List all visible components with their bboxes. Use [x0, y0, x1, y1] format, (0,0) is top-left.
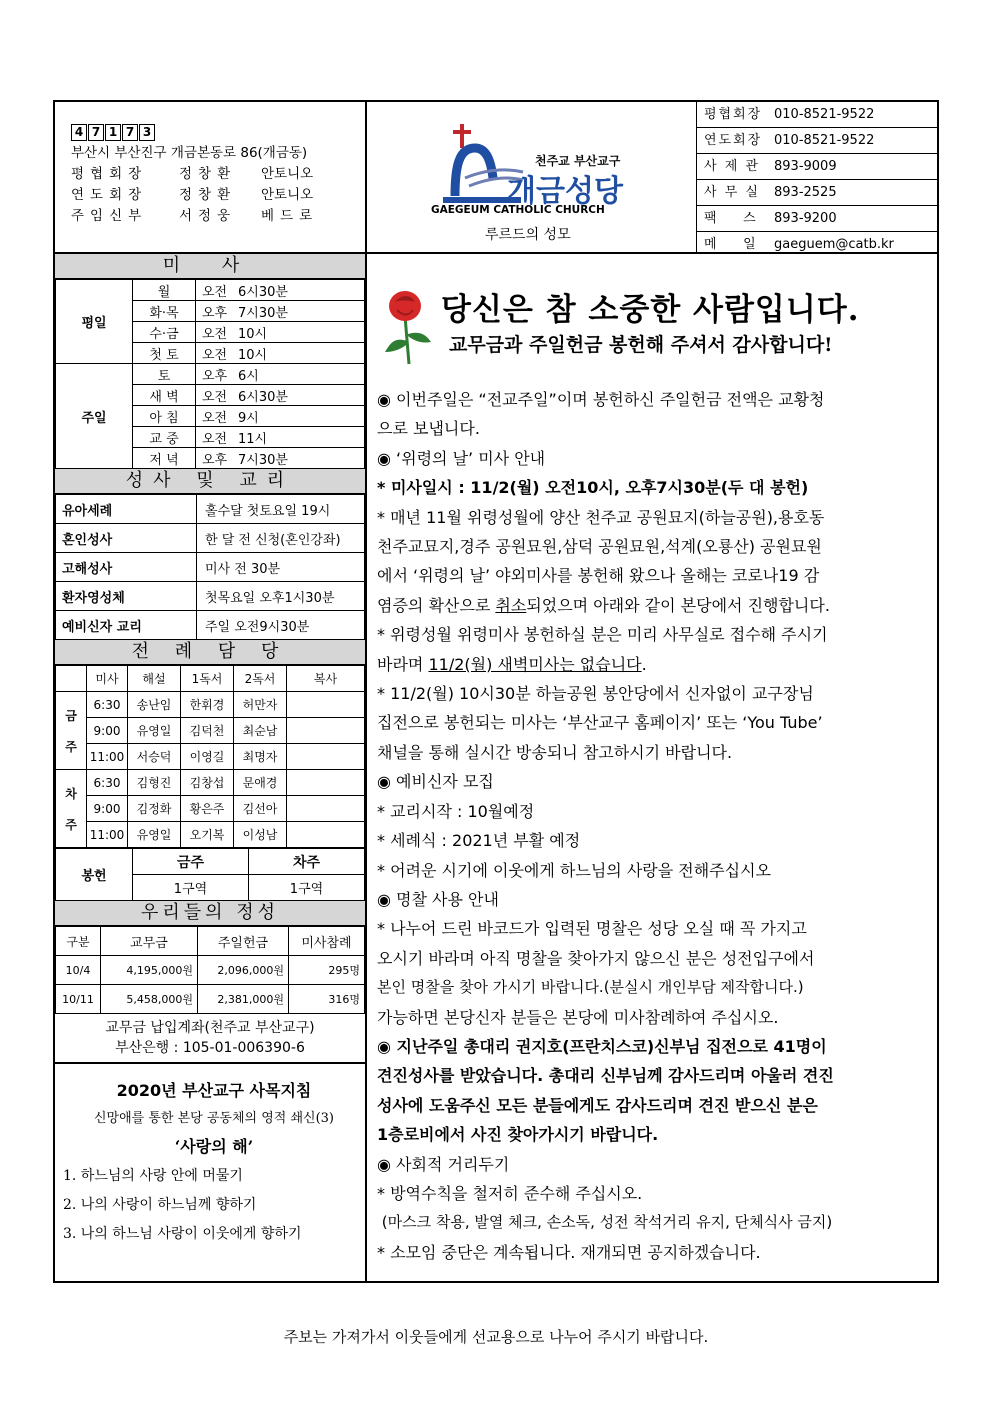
notice-body	[367, 385, 939, 1267]
notice-line: * 나누어 드린 바코드가 입력된 명찰은 성당 오실 때 꼭 가지고	[377, 919, 807, 939]
notice-line: 채널을 통해 실시간 방송되니 참고하시기 바랍니다.	[377, 742, 733, 762]
pastoral-guideline	[55, 1064, 365, 1249]
parish-info	[55, 102, 367, 252]
logo-title: 개금성당	[507, 174, 623, 209]
pastoral-item: 2. 나의 사랑이 하느님께 향하기	[63, 1197, 257, 1213]
account-info: 교무금 납입계좌(천주교 부산교구) 부산은행 : 105-01-006390-6	[55, 1014, 365, 1064]
staff-row: 평협회장 정창환 안토니오	[71, 166, 314, 182]
notice-line: 바라며 11/2(월) 새벽미사는 없습니다.	[377, 654, 647, 674]
notice-line: 견진성사를 받았습니다. 총대리 신부님께 감사드리며 아울러 견진	[377, 1066, 834, 1086]
notices-column	[367, 252, 939, 1283]
notice-line: ◉ ‘위령의 날’ 미사 안내	[377, 448, 546, 468]
notice-line: (마스크 착용, 발열 체크, 손소독, 성전 착석거리 유지, 단체식사 금지)	[377, 1213, 833, 1232]
footer-note: 주보는 가져가서 이웃들에게 선교용으로 나누어 주시기 바랍니다.	[283, 1328, 709, 1346]
notice-line: 가능하면 본당신자 분들은 본당에 미사참례하여 주십시오.	[377, 1007, 779, 1027]
patron-saint: 루르드의 성모	[485, 227, 571, 243]
contact-row: 연도회장 010-8521-9522	[697, 128, 939, 154]
sacraments-table: 유아세례 홀수달 첫토요일 19시 혼인성사 한 달 전 신청(혼인강좌) 고해성사 미사 전 30분 환자영성체 첫목요일 오후1시30분 예비신자 교리 주일 오전9시30분	[55, 494, 365, 640]
subheadline: 교무금과 주일헌금 봉헌해 주셔서 감사합니다!	[449, 334, 833, 356]
notice-line: 본인 명찰을 찾아 가시기 바랍니다.(분실시 개인부담 제작합니다.)	[377, 978, 804, 997]
parish-logo	[367, 102, 697, 252]
notice-line: * 방역수칙을 철저히 준수해 주십시오.	[377, 1183, 643, 1203]
pastoral-title: 2020년 부산교구 사목지침	[116, 1081, 312, 1100]
notice-line: 오시기 바라며 아직 명찰을 찾아가지 않으신 분은 성전입구에서	[377, 948, 815, 968]
notice-line: * 어려운 시기에 이웃에게 하느님의 사랑을 전해주십시오	[377, 860, 772, 880]
notice-line: ◉ 이번주일은 “전교주일”이며 봉헌하신 주일헌금 전액은 교황청	[377, 390, 825, 409]
notice-line: * 미사일시 : 11/2(월) 오전10시, 오후7시30분(두 대 봉헌)	[377, 478, 809, 498]
offering-table: 구분 교무금 주일헌금 미사참례 10/4 4,195,000원 2,096,000원 295명 10/11 5,458,000원 2,381,000원 316명	[55, 926, 365, 1014]
service-table: 봉헌 금주 차주 1구역 1구역	[55, 848, 365, 901]
notice-line: 으로 보냅니다.	[377, 419, 480, 439]
notice-line: ◉ 지난주일 총대리 권지호(프란치스코)신부님 집전으로 41명이	[377, 1036, 827, 1056]
address: 부산시 부산진구 개금본동로 86(개금동)	[71, 145, 308, 161]
mass-schedule-table: 평일 월 오전 6시30분 화·목 오후 7시30분 수·금 오전 10시 첫 토 오전 10시 주일 토 오후 6시 새 벽 오전 6시30분 아 침 오전 9시 교 중 오전 11시 저 녁 오후 7시30분	[55, 279, 365, 469]
staff-row: 연도회장 정창환 안토니오	[71, 187, 314, 203]
pastoral-subtitle: 신망애를 통한 본당 공동체의 영적 쇄신(3)	[93, 1111, 334, 1126]
contact-row: 사 무 실 893-2525	[697, 180, 939, 206]
notice-line: * 소모임 중단은 계속됩니다. 재개되면 공지하겠습니다.	[377, 1242, 761, 1262]
sacraments-section-title: 성사 및 교리	[55, 469, 365, 494]
left-column	[55, 252, 367, 1283]
zip-code: 4 7 1 7 3	[71, 122, 365, 143]
notice-line: 집전으로 봉헌되는 미사는 ‘부산교구 홈페이지’ 또는 ‘You Tube’	[377, 713, 823, 733]
logo-english: GAEGEUM CATHOLIC CHURCH	[431, 204, 605, 216]
pastoral-theme: ‘사랑의 해’	[174, 1137, 254, 1156]
notice-line: ◉ 명찰 사용 안내	[377, 889, 499, 909]
offering-section-title: 우리들의 정성	[55, 901, 365, 926]
notice-line: 천주교묘지,경주 공원묘원,삼덕 공원묘원,석계(오룡산) 공원묘원	[377, 537, 822, 557]
contact-row: 팩 스 893-9200	[697, 206, 939, 232]
contact-row: 사 제 관 893-9009	[697, 154, 939, 180]
notice-line: 에서 ‘위령의 날’ 야외미사를 봉헌해 왔으나 올해는 코로나19 감	[377, 566, 820, 586]
pastoral-item: 1. 하느님의 사랑 안에 머물기	[63, 1168, 243, 1184]
headline: 당신은 참 소중한 사람입니다.	[441, 292, 860, 328]
liturgy-table: 미사 해설 1독서 2독서 복사 금 주 6:30 송난임 한휘경 허만자 9:00 유영일 김덕천 최순남 11:00 서승덕 이영길 최명자 차 주 6:30 김형진 김창섭 문애경 9:00 김정화 황은주 김선아 11:00 유영일 오기복 이성남	[55, 665, 365, 848]
notice-line: * 매년 11월 위령성월에 양산 천주교 공원묘지(하늘공원),용호동	[377, 507, 825, 527]
contact-list	[697, 102, 939, 252]
rose-icon	[375, 286, 435, 366]
pastoral-item: 3. 나의 하느님 사랑이 이웃에게 향하기	[63, 1226, 302, 1242]
contact-row: 평협회장 010-8521-9522	[697, 102, 939, 128]
notice-line: * 교리시작 : 10월예정	[377, 801, 535, 821]
contact-row: 메 일 gaeguem@catb.kr	[704, 237, 894, 252]
mass-section-title: 미 사	[55, 254, 365, 279]
notice-line: ◉ 사회적 거리두기	[377, 1154, 510, 1174]
bulletin-frame	[53, 100, 939, 1283]
notice-line: * 11/2(월) 10시30분 하늘공원 봉안당에서 신자없이 교구장님	[377, 684, 814, 704]
notice-line: 1층로비에서 사진 찾아가시기 바랍니다.	[377, 1125, 659, 1145]
notice-line: 염증의 확산으로 취소되었으며 아래와 같이 본당에서 진행합니다.	[377, 595, 830, 615]
notice-line: ◉ 예비신자 모집	[377, 772, 494, 792]
logo-subtitle: 천주교 부산교구	[535, 154, 621, 168]
notice-line: 성사에 도움주신 모든 분들에게도 감사드리며 견진 받으신 분은	[377, 1095, 818, 1115]
staff-row: 주임신부 서정웅 베드로	[71, 208, 319, 224]
liturgy-section-title: 전 례 담 당	[55, 640, 365, 665]
notice-line: * 세례식 : 2021년 부활 예정	[377, 831, 581, 851]
notice-line: * 위령성월 위령미사 봉헌하실 분은 미리 사무실로 접수해 주시기	[377, 625, 828, 645]
